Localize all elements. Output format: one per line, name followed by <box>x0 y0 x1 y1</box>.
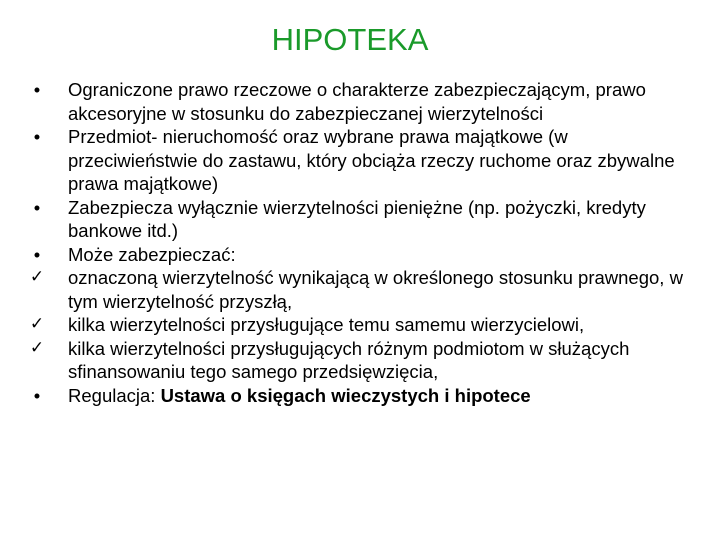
list-item <box>26 313 690 337</box>
list-item-text: Może zabezpieczać: <box>68 243 236 265</box>
list-item <box>26 78 690 125</box>
list-item <box>26 196 690 243</box>
list-item <box>26 125 690 196</box>
bullet-icon: • <box>33 384 41 406</box>
list-item-text: Przedmiot- nieruchomość oraz wybrane prawa majątkowe (w przeciwieństwie do zastawu, który obciąża rzeczy ruchome oraz zbywalne prawa majątkowe) <box>68 126 675 194</box>
list-item-text: kilka wierzytelności przysługujące temu samemu wierzycielowi, <box>68 314 585 335</box>
list-item-text: oznaczoną wierzytelność wynikającą w określonego stosunku prawnego, w tym wierzytelność przyszłą, <box>68 267 683 312</box>
checkmark-icon: ✓ <box>29 267 45 287</box>
bullet-icon: • <box>33 126 41 147</box>
list-item <box>26 266 690 313</box>
list-item <box>26 243 690 267</box>
list-item-text: Regulacja: <box>68 384 161 406</box>
law-title: Ustawa o księgach wieczystych i hipotece <box>160 384 531 406</box>
checkmark-icon: ✓ <box>29 314 45 334</box>
list-item <box>26 384 690 408</box>
list-item-text: Zabezpiecza wyłącznie wierzytelności pieniężne (np. pożyczki, kredyty bankowe itd.) <box>68 196 646 241</box>
bullet-icon: • <box>33 243 41 265</box>
list-item-text: Ograniczone prawo rzeczowe o charakterze zabezpieczającym, prawo akcesoryjne w stosunku do zabezpieczanej wierzytelności <box>68 79 646 124</box>
slide-title: HIPOTEKA <box>271 22 429 57</box>
list-item-text: kilka wierzytelności przysługujących różnym podmiotom w służących sfinansowaniu tego samego przedsięwzięcia, <box>68 337 630 382</box>
list-item <box>26 337 690 384</box>
bullet-icon: • <box>33 196 41 218</box>
bullet-list <box>26 78 690 407</box>
checkmark-icon: ✓ <box>29 337 45 358</box>
bullet-icon: • <box>33 79 41 100</box>
